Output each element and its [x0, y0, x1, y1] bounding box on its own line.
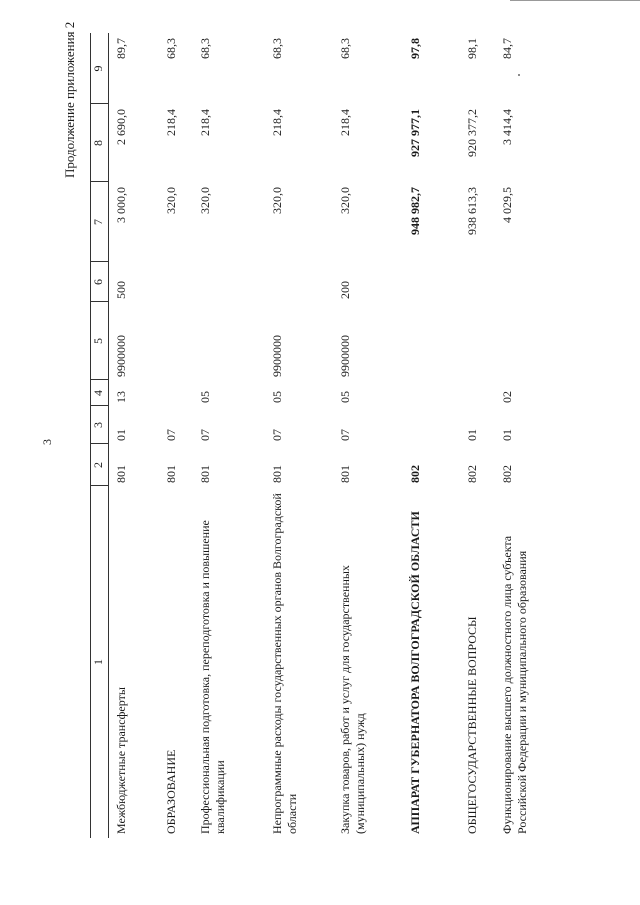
row-description: Профессиональная подготовка, переподготовка и повышение квалификации: [198, 520, 227, 834]
budget-table: [90, 33, 529, 838]
row-cell-4: 02: [500, 391, 514, 403]
row-cell-8: 218,4: [198, 109, 212, 136]
scan-speck: [518, 74, 520, 76]
row-cell-7: 320,0: [164, 187, 178, 214]
row-cell-9: 84,7: [500, 38, 514, 59]
row-description: Функционирование высшего должностного лица субъекта Российской Федерации и муниципального образования: [500, 535, 529, 834]
row-description: Межбюджетные трансферты: [114, 687, 128, 834]
row-cell-7: 320,0: [270, 187, 284, 214]
row-cell-8: 218,4: [270, 109, 284, 136]
row-cell-7: 948 982,7: [408, 187, 422, 235]
row-cell-5: 9900000: [338, 335, 352, 377]
row-cell-9: 97,8: [408, 38, 422, 59]
row-cell-9: 98,1: [465, 38, 479, 59]
row-description: Непрограммные расходы государственных органов Волгоградской области: [270, 493, 299, 834]
row-cell-2: 802: [465, 465, 479, 483]
page-caption: Продолжение приложения 2: [62, 21, 77, 178]
row-description: ОБЩЕГОСУДАРСТВЕННЫЕ ВОПРОСЫ: [465, 616, 479, 834]
row-cell-8: 920 377,2: [465, 109, 479, 157]
row-cell-8: 3 414,4: [500, 109, 514, 145]
row-cell-8: 927 977,1: [408, 109, 422, 157]
top-rule: [510, 0, 640, 1]
row-cell-8: 218,4: [164, 109, 178, 136]
row-description: Закупка товаров, работ и услуг для государственных (муниципальных) нужд: [338, 565, 367, 834]
row-cell-7: 320,0: [338, 187, 352, 214]
row-cell-2: 801: [338, 465, 352, 483]
column-header: 4: [91, 390, 105, 396]
header-bottom-border: [108, 33, 109, 838]
row-cell-4: 05: [270, 391, 284, 403]
row-cell-3: 07: [270, 429, 284, 441]
column-header: 6: [91, 279, 105, 285]
row-cell-9: 68,3: [198, 38, 212, 59]
row-cell-3: 07: [164, 429, 178, 441]
row-cell-7: 938 613,3: [465, 187, 479, 235]
row-cell-9: 89,7: [114, 38, 128, 59]
row-cell-4: 05: [198, 391, 212, 403]
row-cell-7: 3 000,0: [114, 187, 128, 223]
row-cell-4: 13: [114, 391, 128, 403]
row-cell-7: 4 029,5: [500, 187, 514, 223]
row-cell-3: 01: [465, 429, 479, 441]
column-header: 3: [91, 422, 105, 428]
column-header: 7: [91, 219, 105, 225]
row-cell-9: 68,3: [164, 38, 178, 59]
row-cell-3: 07: [198, 429, 212, 441]
column-header: 8: [91, 140, 105, 146]
column-header: 2: [91, 462, 105, 468]
row-cell-3: 07: [338, 429, 352, 441]
row-cell-4: 05: [338, 391, 352, 403]
row-description: ОБРАЗОВАНИЕ: [164, 749, 178, 834]
row-cell-2: 801: [270, 465, 284, 483]
page-number: 3: [40, 439, 54, 445]
row-cell-7: 320,0: [198, 187, 212, 214]
column-header: 9: [91, 65, 105, 72]
row-cell-5: 9900000: [114, 335, 128, 377]
row-cell-3: 01: [114, 429, 128, 441]
row-cell-9: 68,3: [270, 38, 284, 59]
row-cell-2: 802: [408, 465, 422, 483]
row-cell-2: 801: [164, 465, 178, 483]
row-cell-3: 01: [500, 429, 514, 441]
row-cell-5: 9900000: [270, 335, 284, 377]
row-cell-8: 218,4: [338, 109, 352, 136]
column-header: 5: [91, 338, 105, 344]
row-cell-2: 801: [198, 465, 212, 483]
row-cell-8: 2 690,0: [114, 109, 128, 145]
row-description: АППАРАТ ГУБЕРНАТОРА ВОЛГОГРАДСКОЙ ОБЛАСТИ: [408, 511, 422, 834]
column-header: 1: [91, 659, 105, 665]
row-cell-9: 68,3: [338, 38, 352, 59]
row-cell-6: 500: [114, 281, 128, 299]
row-cell-6: 200: [338, 281, 352, 299]
rotated-table: [90, 33, 529, 838]
row-cell-2: 801: [114, 465, 128, 483]
row-cell-2: 802: [500, 465, 514, 483]
